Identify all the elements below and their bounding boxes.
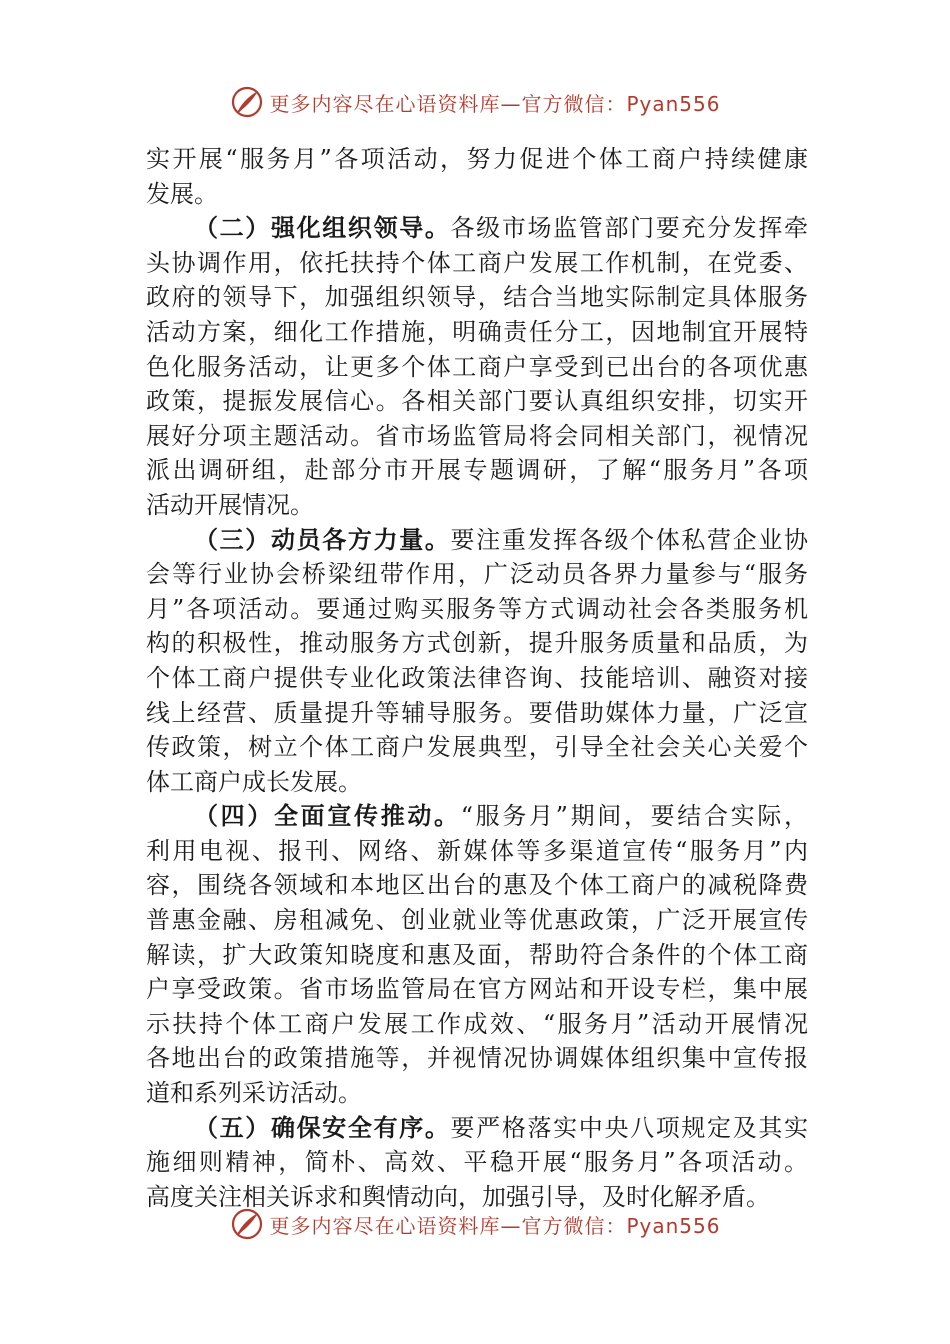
section-heading: （五）确保安全有序。 [194,1112,451,1142]
paragraph-first-line [146,1111,808,1146]
document-body [146,142,808,1214]
text-line: 政策，提振发展信心。各相关部门要认真组织安排，切实开 [146,387,808,416]
paragraph-first-line [146,799,808,834]
text-line: 利用电视、报刊、网络、新媒体等多渠道宣传“服务月”内 [146,836,808,865]
text-line: 体工商户成长发展。 [146,767,362,796]
text-line: 线上经营、质量提升等辅导服务。要借助媒体力量，广泛宣 [146,698,808,727]
watermark-text: 更多内容尽在心语资料库—官方微信：Pyan556 [269,91,721,116]
text-line: 月”各项活动。要通过购买服务等方式调动社会各类服务机 [146,594,808,623]
text-run: 要严格落实中央八项规定及其实 [450,1113,808,1142]
text-line: 头协调作用，依托扶持个体工商户发展工作机制，在党委、 [146,248,808,277]
text-line: 政府的领导下，加强组织领导，结合当地实际制定具体服务 [146,283,808,312]
text-line: 解读，扩大政策知晓度和惠及面，帮助符合条件的个体工商 [146,940,808,969]
watermark-text: 更多内容尽在心语资料库—官方微信：Pyan556 [269,1213,721,1238]
quill-seal-icon [229,84,265,120]
text-line: 构的积极性，推动服务方式创新，提升服务质量和品质，为 [146,629,808,658]
text-line: 色化服务活动，让更多个体工商户享受到已出台的各项优惠 [146,352,808,381]
text-line: 发展。 [146,179,218,208]
text-line: 普惠金融、房租减免、创业就业等优惠政策，广泛开展宣传 [146,906,808,935]
text-line: 示扶持个体工商户发展工作成效、“服务月”活动开展情况 [146,1009,808,1038]
paragraph-first-line [146,211,808,246]
text-line: 道和系列采访活动。 [146,1079,362,1108]
text-line: 户享受政策。省市场监管局在官方网站和开设专栏，集中展 [146,975,808,1004]
text-run: 要注重发挥各级个体私营企业协 [450,525,808,554]
text-line: 派出调研组，赴部分市开展专题调研，了解“服务月”各项 [146,456,808,485]
watermark-footer [0,1204,950,1240]
text-line: 施细则精神，简朴、高效、平稳开展“服务月”各项活动。 [146,1148,808,1177]
text-line: 展好分项主题活动。省市场监管局将会同相关部门，视情况 [146,421,808,450]
watermark-header [0,82,950,122]
section-heading: （二）强化组织领导。 [194,213,451,243]
text-line: 活动开展情况。 [146,490,314,519]
text-run: “服务月”期间，要结合实际， [460,802,808,831]
text-line: 实开展“服务月”各项活动，努力促进个体工商户持续健康 [146,145,808,173]
text-line: 活动方案，细化工作措施，明确责任分工，因地制宜开展特 [146,317,808,346]
text-line: 会等行业协会桥梁纽带作用，广泛动员各界力量参与“服务 [146,560,808,589]
quill-seal-icon [229,1206,265,1240]
text-run: 各级市场监管部门要充分发挥牵 [450,214,808,243]
text-line: 容，围绕各领域和本地区出台的惠及个体工商户的减税降费 [146,871,808,900]
section-heading: （三）动员各方力量。 [194,524,451,554]
text-line: 各地出台的政策措施等，并视情况协调媒体组织集中宣传报 [146,1044,808,1073]
text-line: 传政策，树立个体工商户发展典型，引导全社会关心关爱个 [146,733,808,762]
paragraph-first-line [146,523,808,558]
text-line: 高度关注相关诉求和舆情动向，加强引导，及时化解矛盾。 [146,1182,770,1211]
section-heading: （四）全面宣传推动。 [194,801,461,831]
text-line: 个体工商户提供专业化政策法律咨询、技能培训、融资对接 [146,663,808,692]
